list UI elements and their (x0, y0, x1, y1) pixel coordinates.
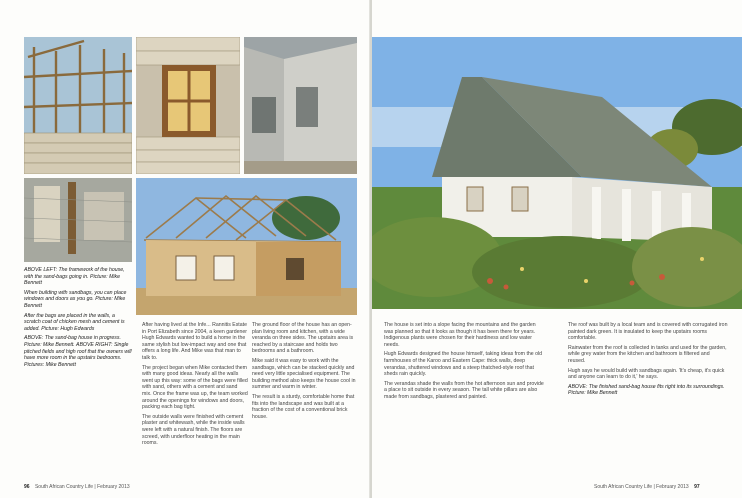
page-number: 97 (694, 484, 700, 490)
left-body-column-1 (142, 322, 248, 450)
page-number: 96 (24, 484, 30, 490)
paragraph: Hugh Edwards designed the house himself, taking ideas from the old farmhouses of the Karoo and Eastern Cape: thick walls, deep verandas, shuttered windows and a steep thatched-style roof that sheds rain quickly. (384, 351, 543, 378)
photo-roof-trusses (136, 178, 357, 315)
paragraph: The result is a sturdy, comfortable home that fits into the landscape and was built at a fraction of the cost of a conventional brick house. (252, 393, 355, 420)
photo-timber-frame (24, 37, 132, 174)
photo-plastered-corner (244, 37, 357, 174)
caption-mesh: After the bags are placed in the walls, a scratch coat of chicken mesh and cement is added. Picture: Hugh Edwards (24, 312, 125, 332)
photo-mesh-wall (24, 178, 132, 262)
left-page (0, 0, 370, 498)
paragraph: The project began when Mike contacted them with many good ideas. Nearly all the walls went up this way: some of the bags were filled with sand, others with a cement and sand mix. Once the frame was up, the team worked around the openings for windows and doors, packing each bag tight. (142, 364, 248, 411)
paragraph: The verandas shade the walls from the hot afternoon sun and provide a place to sit outside in every season. The tall white pillars are also made from sandbags, plastered and painted. (384, 380, 544, 400)
caption-frame: ABOVE LEFT: The framework of the house, with the sand-bags going in. Picture: Mike Bennett (24, 267, 125, 287)
right-body-column-2 (568, 322, 728, 400)
paragraph: The house is set into a slope facing the mountains and the garden was planned so that it looks as though it has been there for years. Indigenous plants were chosen for their hardiness and low water needs. (384, 322, 536, 348)
caption-column (24, 267, 132, 371)
left-body-column-2 (252, 322, 358, 423)
paragraph: The roof was built by a local team and is covered with corrugated iron painted dark green. It is insulated to keep the upstairs rooms comfortable. (568, 322, 728, 342)
footer-label: South African Country Life | February 2013 (594, 484, 689, 490)
paragraph: Rainwater from the roof is collected in tanks and used for the garden, while grey water from the kitchen and bathroom is filtered and reused. (568, 344, 727, 364)
right-footer (594, 484, 704, 490)
right-page (372, 0, 742, 498)
paragraph: The ground floor of the house has an open-plan living room and kitchen, with a wide veranda on three sides. The upstairs area is reached by a staircase and holds two bedrooms and a bathroom. (252, 322, 354, 355)
caption-finished-house: ABOVE: The finished sand-bag house fits right into its surroundings. Picture: Mike Bennett (568, 383, 725, 397)
footer-label: South African Country Life | February 2013 (34, 484, 130, 490)
caption-bags: When building with sandbags, you can place windows and doors as you go. Picture: Mike Bennett (24, 289, 127, 309)
paragraph: The outside walls were finished with cement plaster and whitewash, while the inside walls were left with a natural finish. The floors are screed, with underfloor heating in the main rooms. (142, 413, 245, 447)
caption-roof: ABOVE: The sand-bag house in progress. Picture: Mike Bennett. ABOVE RIGHT: Single pitched fields and high roof that the owners will have more room in the upstairs bedrooms. Pictures: Mike Bennett (24, 335, 132, 368)
paragraph: Mike said it was easy to work with the sandbags, which can be stacked quickly and need very little specialised equipment. The building method also keeps the house cool in summer and warm in winter. (252, 357, 356, 391)
paragraph: After having lived at the Infe... Rannitis Estate in Port Elizabeth since 2004, a keen gardener Hugh Edwards wanted to build a home in the same stylish but low-impact way and one that offers a long life. And Mike was that man to talk to. (142, 322, 247, 361)
photo-window-frame (136, 37, 240, 174)
right-body-column-1 (384, 322, 544, 404)
paragraph: Hugh says he would build with sandbags again. 'It's cheap, it's quick and anyone can learn to do it,' he says. (568, 367, 725, 381)
photo-finished-house (372, 37, 742, 309)
left-footer (24, 484, 130, 490)
